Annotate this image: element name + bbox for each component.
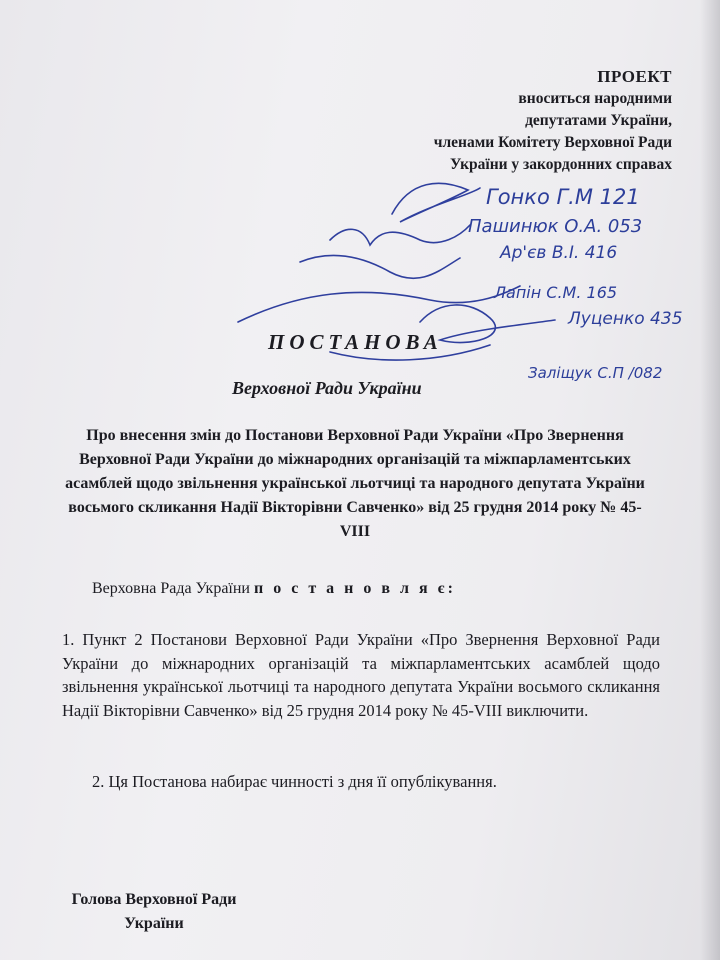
signer-block <box>34 888 274 936</box>
submitted-line-3: членами Комітету Верховної Ради <box>433 134 672 151</box>
draft-label: ПРОЕКТ <box>597 67 672 86</box>
resolves-word: п о с т а н о в л я є: <box>254 580 456 597</box>
signature-scribble-4 <box>238 286 520 322</box>
signer-title: Голова Верховної Ради <box>71 891 237 908</box>
signature-3: Ар'єв В.І. 416 <box>500 243 618 263</box>
resolves-line <box>92 580 456 598</box>
signature-6: Заліщук С.П /082 <box>528 364 663 382</box>
paragraph-1: 1. Пункт 2 Постанови Верховної Ради України «Про Звернення Верховної Ради України до міжнародних організацій та міжпарламентських асамблей щодо звільнення української льотчиці та народного депутата України восьмого скликання Надії Вікторівни Савченко» від 25 грудня 2014 року № 45-VIII виключити. <box>62 630 660 720</box>
submitted-line-2: депутатами України, <box>525 112 672 129</box>
signature-4: Лапін С.М. 165 <box>494 283 618 302</box>
signature-scribble-2 <box>330 225 470 245</box>
signature-scribble-3 <box>300 255 460 278</box>
signer-title-2: України <box>124 915 184 932</box>
document-subheading: Верховної Ради України <box>232 378 422 398</box>
handwritten-signatures <box>0 0 720 420</box>
signature-1: Гонко Г.М 121 <box>486 185 640 209</box>
resolves-prefix: Верховна Рада України <box>92 580 250 597</box>
paragraph-2: 2. Ця Постанова набирає чинності з дня її опублікування. <box>92 772 497 791</box>
submitted-line-1: вноситься народними <box>518 90 672 107</box>
submitted-line-4: України у закордонних справах <box>449 156 672 173</box>
document-heading: ПОСТАНОВА <box>268 330 443 354</box>
document-title: Про внесення змін до Постанови Верховної Ради України «Про Звернення Верховної Ради України до міжнародних організацій та міжпарламентських асамблей щодо звільнення української льотчиці та народного депутата України восьмого скликання Надії Вікторівни Савченко» від 25 грудня 2014 року № 45-VIII <box>65 427 645 540</box>
signature-scribble-1 <box>392 183 480 222</box>
signature-5: Луценко 435 <box>568 309 683 329</box>
signature-2: Пашинюк О.А. 053 <box>468 216 643 237</box>
